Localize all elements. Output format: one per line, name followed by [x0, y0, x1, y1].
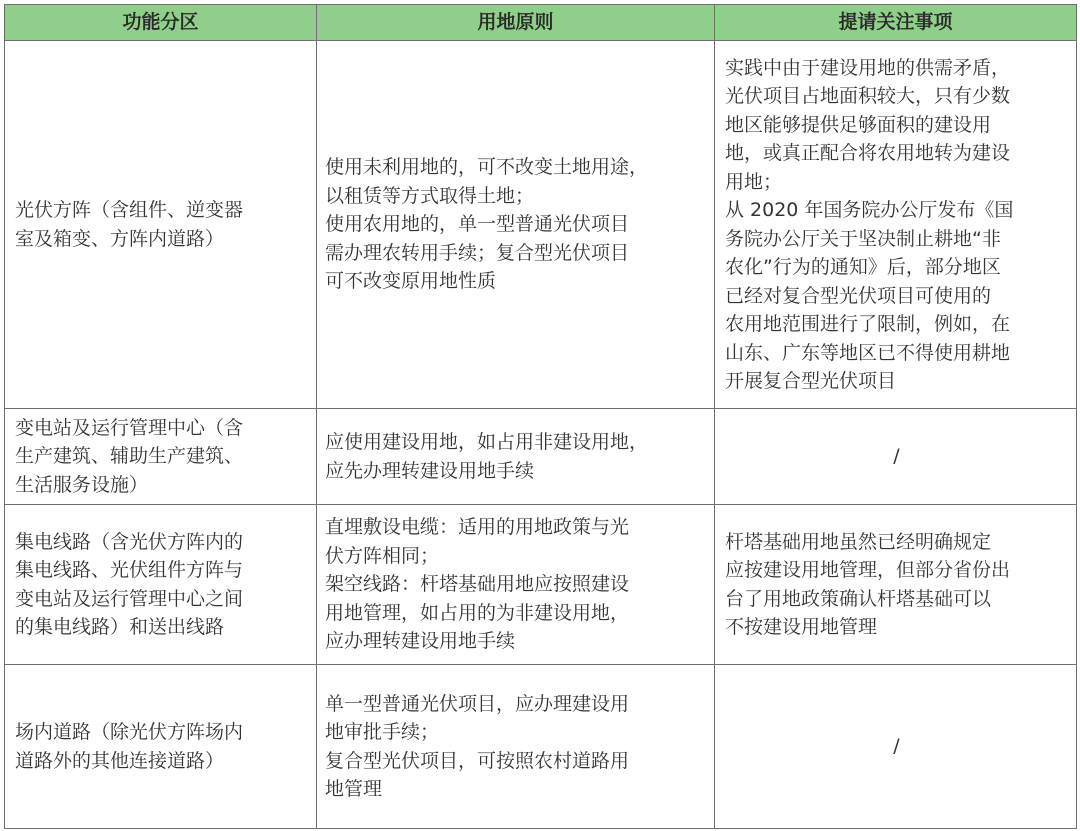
principle-cell: 使用未利用地的，可不改变土地用途， 以租赁等方式取得土地； 使用农用地的，单一型普通光伏项目 需办理农转用手续；复合型光伏项目 可不改变原用地性质 [317, 41, 715, 409]
zone-cell: 集电线路（含光伏方阵内的 集电线路、光伏组件方阵与 变电站及运行管理中心之间 的集电线路）和送出线路 [5, 505, 317, 665]
zone-cell: 变电站及运行管理中心（含 生产建筑、辅助生产建筑、 生活服务设施） [5, 409, 317, 505]
principle-cell: 单一型普通光伏项目，应办理建设用 地审批手续； 复合型光伏项目，可按照农村道路用 地管理 [317, 665, 715, 829]
table-header-row [5, 5, 1077, 41]
principle-cell: 直埋敷设电缆：适用的用地政策与光 伏方阵相同； 架空线路：杆塔基础用地应按照建设 用地管理，如占用的为非建设用地， 应办理转建设用地手续 [317, 505, 715, 665]
land-use-table [4, 4, 1077, 829]
header-attention-notes: 提请关注事项 [715, 5, 1077, 41]
header-function-zone: 功能分区 [5, 5, 317, 41]
empty-slash: / [893, 445, 900, 468]
zone-cell: 场内道路（除光伏方阵场内 道路外的其他连接道路） [5, 665, 317, 829]
zone-cell: 光伏方阵（含组件、逆变器 室及箱变、方阵内道路） [5, 41, 317, 409]
notes-cell: 实践中由于建设用地的供需矛盾， 光伏项目占地面积较大，只有少数 地区能够提供足够面积的建设用 地，或真正配合将农用地转为建设 用地； 从 2020 年国务院办公厅发布《国 务院办公厅关于坚决制止耕地“非 农化”行为的通知》后，部分地区 已经对复合型光伏项目可使用的 农用地范围进行了限制，例如，在 山东、广东等地区已不得使用耕地 开展复合型光伏项目 [715, 41, 1077, 409]
principle-cell: 应使用建设用地，如占用非建设用地， 应先办理转建设用地手续 [317, 409, 715, 505]
table-row [5, 505, 1077, 665]
table-row [5, 41, 1077, 409]
notes-cell [715, 665, 1077, 829]
notes-cell [715, 409, 1077, 505]
empty-slash: / [893, 735, 900, 758]
header-land-principle: 用地原则 [317, 5, 715, 41]
table-row [5, 665, 1077, 829]
notes-cell: 杆塔基础用地虽然已经明确规定 应按建设用地管理，但部分省份出 台了用地政策确认杆塔基础可以 不按建设用地管理 [715, 505, 1077, 665]
table-row [5, 409, 1077, 505]
